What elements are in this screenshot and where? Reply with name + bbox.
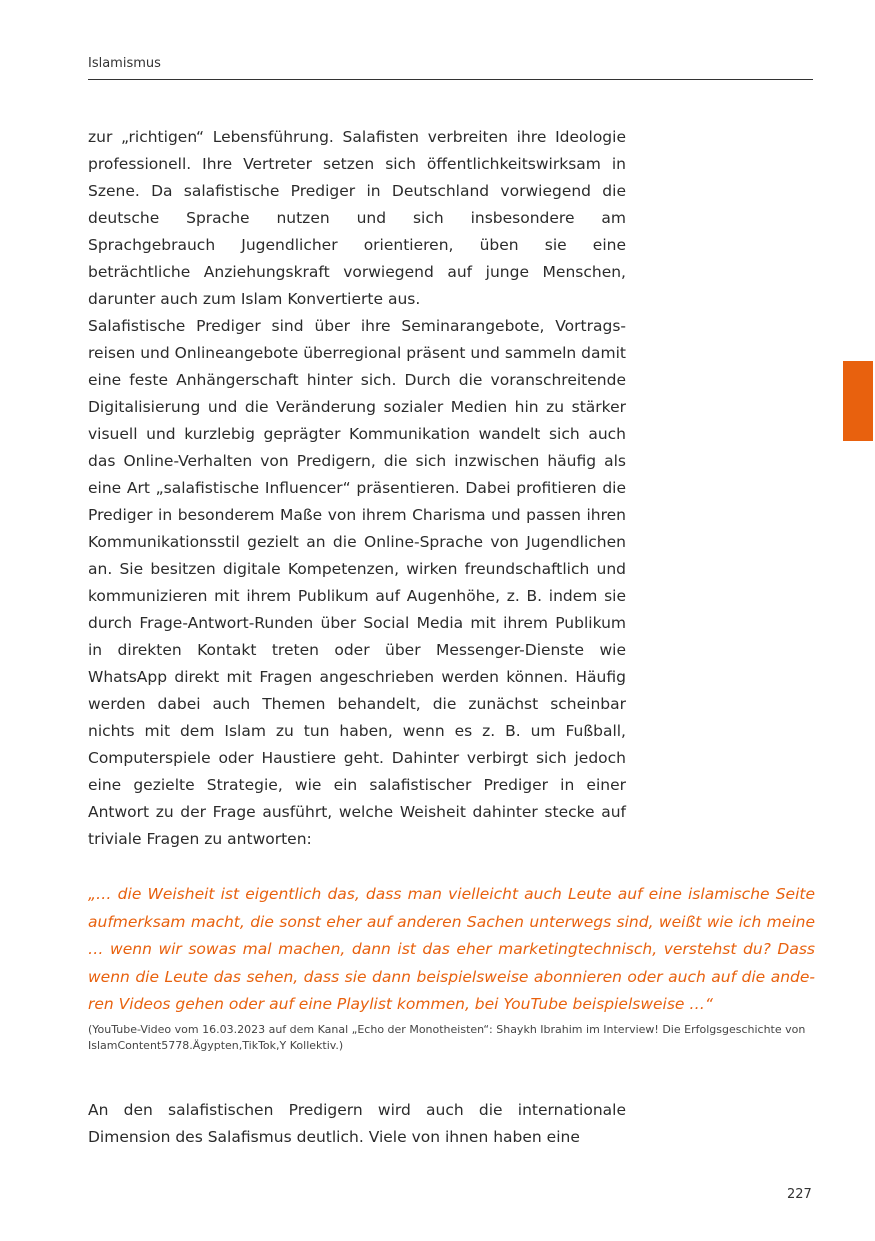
body-paragraph-2 bbox=[88, 313, 626, 853]
running-header: Islamismus bbox=[88, 56, 161, 71]
body-paragraph-1 bbox=[88, 124, 626, 313]
page-number: 227 bbox=[787, 1187, 812, 1202]
quote-source-citation: (YouTube-Video vom 16.03.2023 auf dem Kanal „Echo der Monotheisten“: Shaykh Ibrahim im Interview! Die Erfolgsgeschichte von IslamContent5778.Ägypten,TikTok,Y Kollektiv.) bbox=[88, 1023, 806, 1052]
block-quote: „… die Weisheit ist eigentlich das, dass man vielleicht auch Leute auf eine islamische Seite aufmerksam macht, die sonst eher auf anderen Sachen unterwegs sind, weißt wie ich meine … wenn wir sowas mal machen, dann ist das eher marketingtechnisch, verstehst du? Dass wenn die Leute das sehen, dass sie dann beispielsweise abonnieren oder auch auf die anderen Videos gehen oder auf eine Playlist kommen, bei YouTube beispielsweise …“ bbox=[88, 885, 815, 1013]
body-paragraph-3 bbox=[88, 1097, 626, 1151]
chapter-tab-marker bbox=[843, 361, 873, 441]
paragraph-text: Salafistische Prediger sind über ihre Seminarangebote, Vortragsreisen und Onlineangebote überregional präsent und sammeln damit eine feste Anhängerschaft hinter sich. Durch die voranschreitende Digitalisierung und die Veränderung sozialer Medien hin zu stärker visuell und kurzlebig geprägter Kommunikation wandelt sich auch das Online-Verhalten von Predigern, die sich inzwischen häufig als eine Art „salafistische Influencer“ präsentieren. Dabei profitieren die Prediger in besonderem Maße von ihrem Charisma und passen ihren Kommunikationsstil gezielt an die Online-Sprache von Jugendlichen an. Sie besitzen digitale Kompetenzen, wirken freundschaftlich und kommunizieren mit ihrem Publikum auf Augenhöhe, z. B. indem sie durch Frage-Antwort-Runden über Social Media mit ihrem Publikum in direkten Kontakt treten oder über Messenger-Dienste wie WhatsApp direkt mit Fragen angeschrieben werden können. Häufig werden dabei auch Themen behandelt, die zunächst scheinbar nichts mit dem Islam zu tun haben, wenn es z. B. um Fußball, Computerspiele oder Haustiere geht. Dahinter verbirgt sich jedoch eine gezielte Strategie, wie ein salafistischer Prediger in einer Antwort zu der Frage ausführt, welche Weisheit dahinter stecke auf triviale Fragen zu antworten: bbox=[88, 317, 627, 848]
paragraph-text: An den salafistischen Predigern wird auch die internationale Dimension des Salafismus deutlich. Viele von ihnen haben eine bbox=[88, 1101, 626, 1146]
header-divider bbox=[88, 79, 813, 80]
paragraph-text: zur „richtigen“ Lebensführung. Salafisten verbreiten ihre Ideologie professionell. Ihre Vertreter setzen sich öffentlichkeitswirksam in Szene. Da salafistische Prediger in Deutschland vorwiegend die deutsche Sprache nutzen und sich insbesondere am Sprachgebrauch Jugendlicher orientieren, üben sie eine beträchtliche Anziehungskraft vorwiegend auf junge Menschen, darunter auch zum Islam Konvertierte aus. bbox=[88, 128, 626, 308]
